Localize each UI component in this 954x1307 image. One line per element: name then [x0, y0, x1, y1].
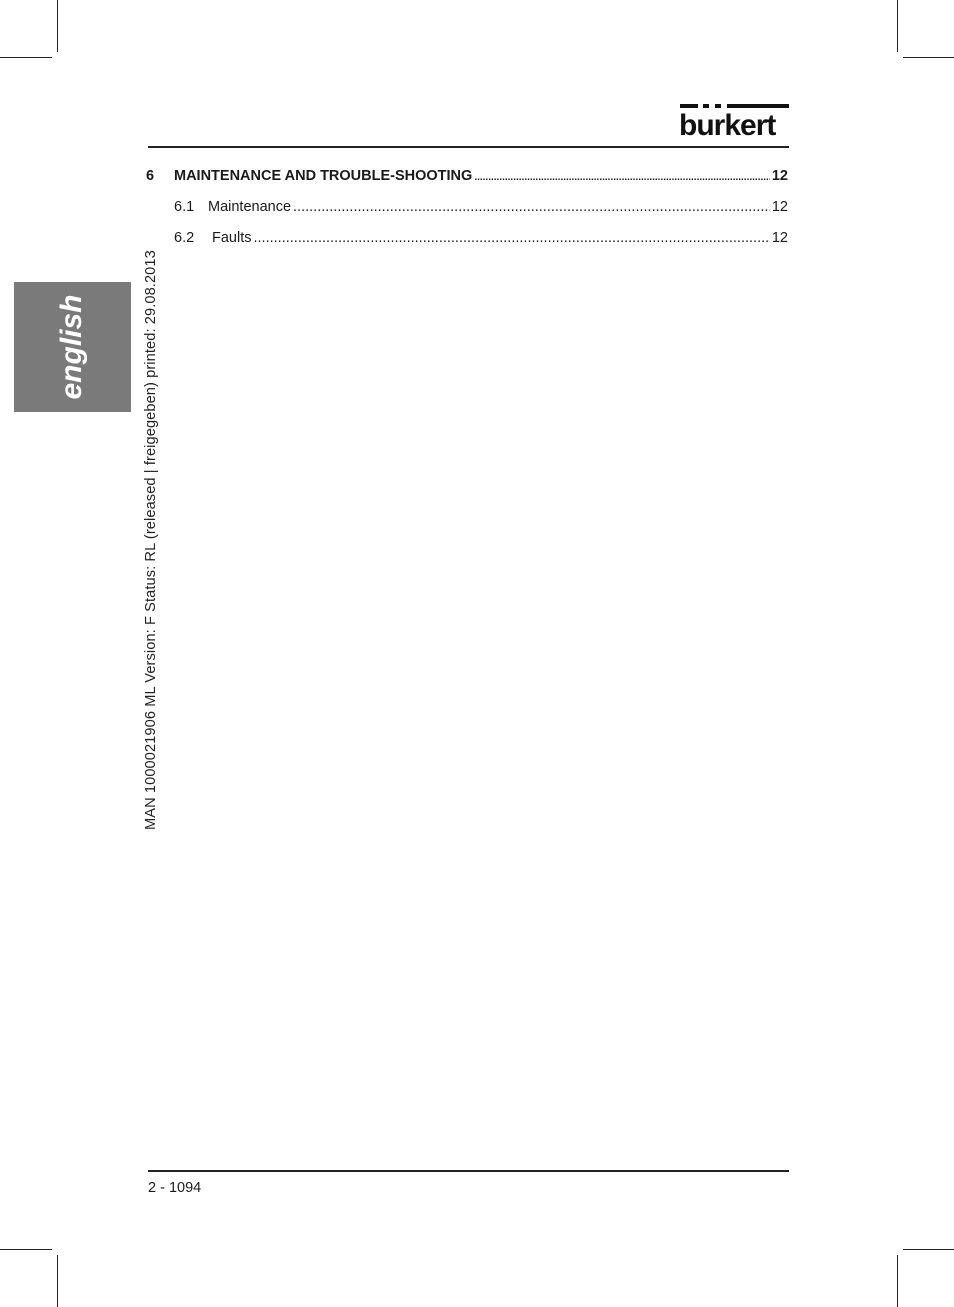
crop-mark [57, 0, 58, 52]
crop-mark [0, 1249, 52, 1250]
document-status-note: MAN 1000021906 ML Version: F Status: RL (released | freigegeben) printed: 29.08.2013 [143, 250, 159, 830]
language-tab [14, 282, 131, 412]
toc-number: 6.2 [174, 230, 195, 246]
logo-bar [703, 104, 709, 108]
toc-leader-dots [254, 230, 770, 246]
crop-mark [903, 1249, 954, 1250]
logo-bar [727, 104, 789, 108]
footer-rule [148, 1170, 789, 1172]
logo-wordmark: burkert [679, 109, 776, 142]
language-tab-label: english [55, 294, 88, 400]
brand-logo [679, 104, 790, 142]
toc-page-number: 12 [771, 199, 788, 215]
header-rule [148, 146, 789, 148]
toc-number: 6.1 [174, 199, 195, 215]
toc-title: MAINTENANCE AND TROUBLE-SHOOTING [174, 168, 473, 184]
table-of-contents [146, 168, 788, 261]
page-number: 2 - 1094 [148, 1180, 202, 1196]
crop-mark [897, 1255, 898, 1307]
toc-title: Maintenance [208, 199, 292, 215]
toc-leader-dots [474, 168, 770, 184]
toc-number: 6 [146, 168, 155, 184]
crop-mark [903, 57, 954, 58]
toc-page-number: 12 [771, 168, 788, 184]
toc-chapter-entry[interactable] [146, 168, 788, 199]
logo-bar [680, 104, 698, 108]
toc-title: Faults [212, 230, 252, 246]
logo-bar [715, 104, 721, 108]
toc-section-entry[interactable] [146, 230, 788, 261]
toc-leader-dots [293, 199, 770, 215]
toc-page-number: 12 [771, 230, 788, 246]
crop-mark [57, 1255, 58, 1307]
crop-mark [897, 0, 898, 52]
crop-mark [0, 57, 52, 58]
toc-section-entry[interactable] [146, 199, 788, 230]
